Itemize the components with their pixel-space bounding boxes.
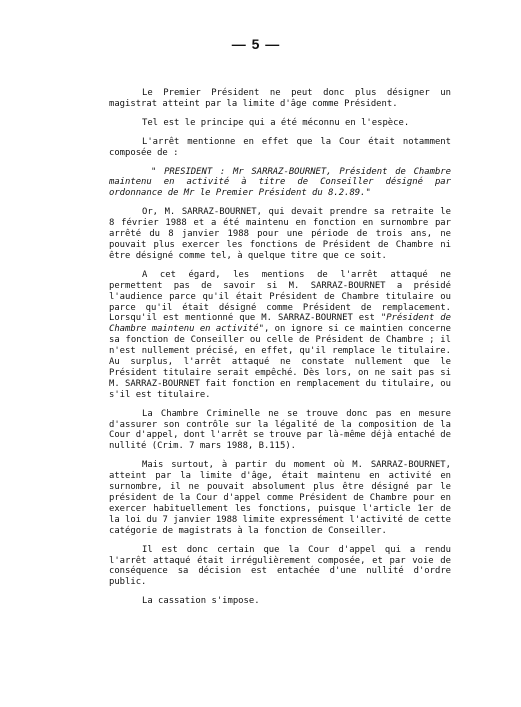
paragraph-3: L'arrêt mentionne en effet que la Cour était notamment composée de :	[109, 136, 451, 158]
paragraph-2: Tel est le principe qui a été méconnu en l'espèce.	[142, 117, 410, 128]
paragraph-5-text-b: , on ignore si ce maintien concerne sa fonction de Conseiller ou celle de Président de Chambre ; il n'est nullement précisé, en effet, qu'il remplace le titulaire. Au surplus, l'arrêt attaqué ne constate nullement que le Président titulaire serait empêché. Dès lors, on ne sait pas si M. SARRAZ-BOURNET fait fonction en remplacement du titulaire, ou s'il est titulaire.	[109, 324, 452, 400]
paragraph-6: La Chambre Criminelle ne se trouve donc pas en mesure d'assurer son contrôle sur la légalité de la composition de la Cour d'appel, dont l'arrêt se trouve par là-même déjà entaché de nullité (Crim. 7 mars 1988, B.115).	[109, 408, 451, 452]
paragraph-5-text-a: A cet égard, les mentions de l'arrêt attaqué ne permettent pas de savoir si M. SARRAZ-BOURNET a présidé l'audience parce qu'il était Président de Chambre titulaire ou parce qu'il était désigné comme Président de remplacement. Lorsqu'il est mentionné que M. SARRAZ-BOURNET est	[109, 269, 451, 324]
quoted-court-composition: " PRESIDENT : Mr SARRAZ-BOURNET, Président de Chambre maintenu en activité à titre de Conseiller désigné par ordonnance de Mr le Premier Président du 8.2.89."	[109, 166, 451, 199]
paragraph-4: Or, M. SARRAZ-BOURNET, qui devait prendre sa retraite le 8 février 1988 et a été maintenu en fonction en surnombre par arrêté du 8 janvier 1988 pour une période de trois ans, ne pouvait plus exercer les fonctions de Président de Chambre ni être désigné comme tel, à quelque titre que ce soit.	[109, 207, 451, 261]
page-number: — 5 —	[231, 36, 281, 52]
paragraph-5	[109, 270, 451, 401]
paragraph-5-italic-quote: "Président de Chambre maintenu en activité"	[109, 313, 451, 335]
paragraph-7: Mais surtout, à partir du moment où M. SARRAZ-BOURNET, atteint par la limite d'âge, était maintenu en activité en surnombre, il ne pouvait absolument plus être désigné par le président de la Cour d'appel comme Président de Chambre pour en exercer habituellement les fonctions, puisque l'article 1er de la loi du 7 janvier 1988 limite expressément l'activité de cette catégorie de magistrats à la fonction de Conseiller.	[109, 460, 451, 536]
paragraph-1: Le Premier Président ne peut donc plus désigner un magistrat atteint par la limite d'âge comme Président.	[109, 88, 451, 109]
paragraph-9: La cassation s'impose.	[142, 596, 260, 607]
paragraph-8: Il est donc certain que la Cour d'appel qui a rendu l'arrêt attaqué était irrégulièrement composée, et par voie de conséquence sa décision est entachée d'une nullité d'ordre public.	[109, 544, 451, 588]
document-body	[109, 88, 451, 607]
